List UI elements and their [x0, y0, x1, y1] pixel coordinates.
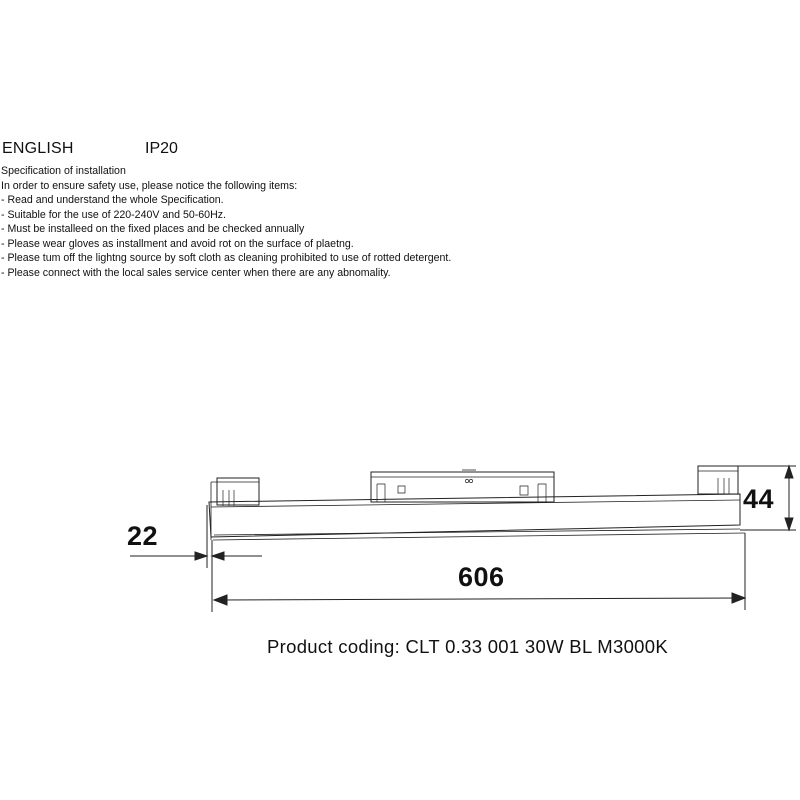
offset-dimension-label: 22: [127, 521, 159, 551]
spec-intro: In order to ensure safety use, please notice the following items:: [1, 179, 298, 192]
language-heading: ENGLISH: [2, 140, 74, 157]
height-dimension-label: 44: [743, 484, 775, 514]
spec-item: - Read and understand the whole Specification.: [1, 194, 224, 206]
spec-item: - Please connect with the local sales service center when there are any abnomality.: [1, 266, 391, 279]
spec-item: - Please tum off the lightng source by soft cloth as cleaning prohibited to use of rotted detergent.: [1, 252, 452, 264]
spec-item: - Must be installeed on the fixed places and be checked annually: [1, 223, 305, 235]
ip-rating: IP20: [145, 140, 178, 157]
product-coding: Product coding: CLT 0.33 001 30W BL M3000K: [267, 636, 668, 657]
length-dimension-label: 606: [458, 562, 505, 592]
spec-item: - Please wear gloves as installment and avoid rot on the surface of plaetng.: [1, 237, 354, 250]
spec-title: Specification of installation: [1, 165, 126, 177]
luminaire-body: [209, 494, 740, 537]
spec-item: - Suitable for the use of 220-240V and 50-60Hz.: [1, 208, 226, 221]
